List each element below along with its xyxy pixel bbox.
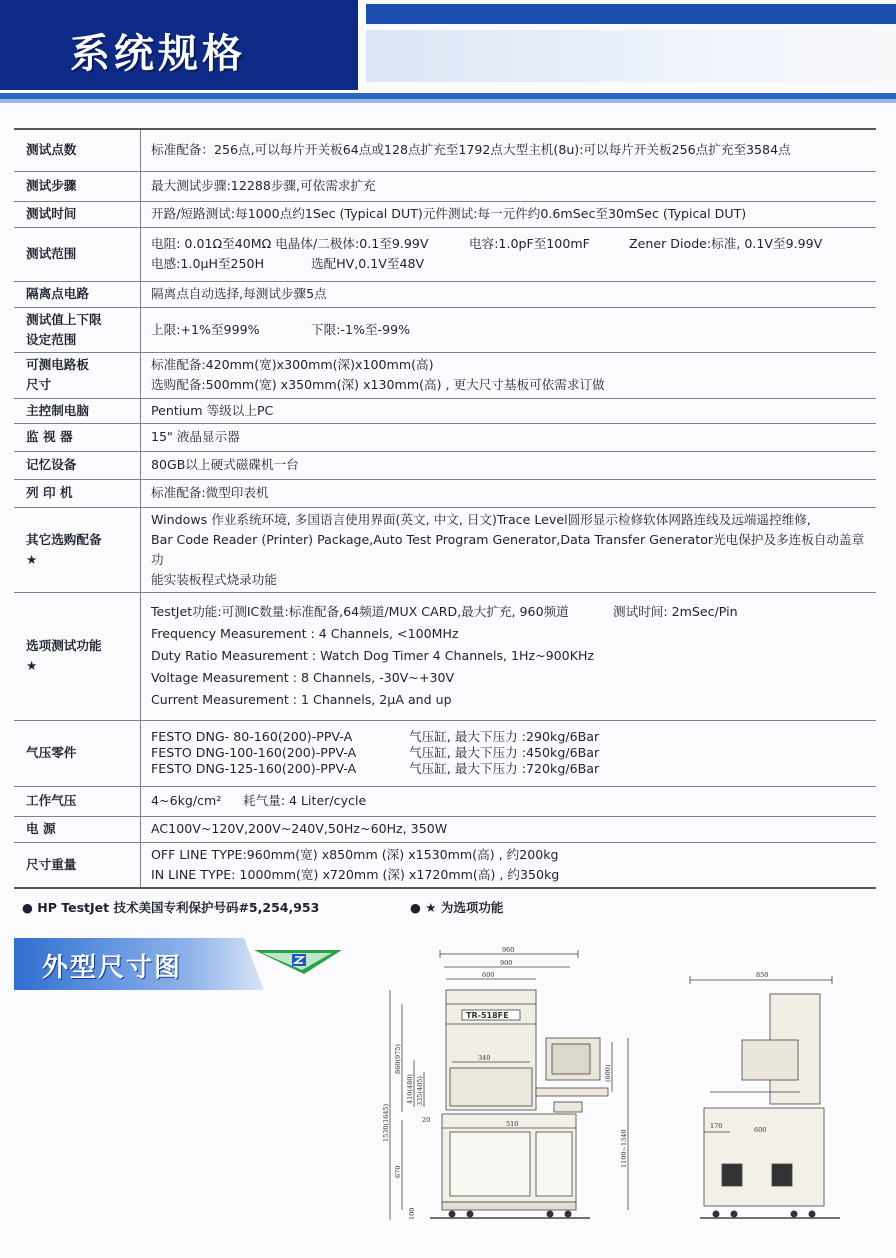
label-line: 设定范围 bbox=[26, 331, 77, 347]
value-line: TestJet功能:可测IC数量:标准配备,64频道/MUX CARD,最大扩充, 960频道 bbox=[151, 604, 569, 619]
value-line: Bar Code Reader (Printer) Package,Auto Test Program Generator,Data Transfer Generator光电保护及多连板自动盖章功 bbox=[151, 531, 865, 567]
value-line: 电阻: 0.01Ω至40MΩ 电晶体/二极体:0.1至9.99V bbox=[151, 236, 429, 251]
page-title: 系统规格 bbox=[70, 31, 246, 77]
value-line: Frequency Measurement : 4 Channels, <100MHz bbox=[151, 626, 459, 641]
value-line: 耗气量: 4 Liter/cycle bbox=[243, 793, 367, 808]
row-label: 测试点数 bbox=[14, 129, 141, 171]
row-label bbox=[14, 507, 141, 592]
dim-410: 410(480) bbox=[406, 1074, 414, 1104]
value-line: Current Measurement : 1 Channels, 2μA and up bbox=[151, 692, 452, 707]
table-row bbox=[14, 720, 876, 786]
value-line: 15" 液晶显示器 bbox=[151, 429, 240, 444]
dim-850: 850 bbox=[756, 971, 769, 979]
dim-340: 340 bbox=[478, 1054, 491, 1062]
value-line: FESTO DNG-125-160(200)-PPV-A bbox=[151, 761, 357, 776]
table-row bbox=[14, 423, 876, 451]
row-value bbox=[141, 507, 877, 592]
value-line: 选购配备:500mm(宽) x350mm(深) x130mm(高) , 更大尺寸基板可依需求订做 bbox=[151, 377, 605, 392]
row-label: 主控制电脑 bbox=[14, 398, 141, 423]
table-row bbox=[14, 592, 876, 720]
header-stripe-light bbox=[0, 99, 896, 103]
row-label: 记忆设备 bbox=[14, 451, 141, 479]
option-note: ● ★ 为选项功能 bbox=[410, 900, 504, 915]
row-value bbox=[141, 423, 877, 451]
value-line: FESTO DNG-100-160(200)-PPV-A bbox=[151, 745, 357, 760]
table-row bbox=[14, 307, 876, 352]
dim-670: 670 bbox=[394, 1165, 402, 1178]
table-row bbox=[14, 129, 876, 171]
row-label: 工作气压 bbox=[14, 786, 141, 816]
row-value bbox=[141, 451, 877, 479]
value-line: 气压缸, 最大下压力 :290kg/6Bar bbox=[409, 729, 600, 744]
dim-side-600: 600 bbox=[754, 1126, 767, 1134]
patent-note: ● HP TestJet 技术美国专利保护号码#5,254,953 bbox=[22, 900, 320, 915]
row-value bbox=[141, 786, 877, 816]
value-line: 4~6kg/cm² bbox=[151, 793, 222, 808]
dimension-drawing bbox=[370, 942, 860, 1242]
dim-20: 20 bbox=[422, 1116, 431, 1124]
value-line: IN LINE TYPE: 1000mm(宽) x720mm (深) x1720mm(高) , 约350kg bbox=[151, 866, 560, 882]
row-value bbox=[141, 201, 877, 227]
table-row bbox=[14, 842, 876, 888]
row-value bbox=[141, 479, 877, 507]
row-value bbox=[141, 842, 877, 888]
dim-510: 510 bbox=[506, 1120, 519, 1128]
star-icon: ★ bbox=[26, 551, 38, 567]
dim-170: 170 bbox=[710, 1122, 723, 1130]
table-row bbox=[14, 451, 876, 479]
table-row bbox=[14, 816, 876, 842]
label-text: 其它选购配备 bbox=[26, 531, 102, 547]
value-line: Duty Ratio Measurement : Watch Dog Timer 4 Channels, 1Hz~900KHz bbox=[151, 648, 595, 663]
section-tab bbox=[14, 938, 314, 990]
value-line: 电容:1.0pF至100mF bbox=[469, 236, 590, 251]
row-value bbox=[141, 171, 877, 201]
dim-600-h: (600) bbox=[604, 1064, 612, 1082]
label-line: 测试值上下限 bbox=[26, 311, 102, 327]
row-label: 电 源 bbox=[14, 816, 141, 842]
row-value bbox=[141, 398, 877, 423]
value-line: Voltage Measurement : 8 Channels, -30V~+30V bbox=[151, 670, 455, 685]
row-label: 测试步骤 bbox=[14, 171, 141, 201]
table-row bbox=[14, 201, 876, 227]
section-title: 外型尺寸图 bbox=[42, 953, 183, 983]
row-value bbox=[141, 307, 877, 352]
value-line: 开路/短路测试:每1000点约1Sec (Typical DUT)元件测试:每一元件约0.6mSec至30mSec (Typical DUT) bbox=[151, 206, 747, 221]
value-line: 气压缸, 最大下压力 :450kg/6Bar bbox=[409, 745, 600, 760]
value-line: 能实装板程式烧录功能 bbox=[151, 571, 277, 587]
dim-900: 900 bbox=[500, 959, 513, 967]
value-line: 电感:1.0μH至250H bbox=[151, 256, 265, 271]
value-line: 最大测试步骤:12288步骤,可依需求扩充 bbox=[151, 178, 376, 193]
dim-600: 600 bbox=[482, 971, 495, 979]
value-line: 隔离点自动选择,每测试步骤5点 bbox=[151, 286, 327, 301]
row-label bbox=[14, 307, 141, 352]
row-label bbox=[14, 592, 141, 720]
model-label: TR-518FE bbox=[466, 1011, 509, 1020]
table-row bbox=[14, 352, 876, 398]
value-line: 标准配备:微型印表机 bbox=[151, 485, 269, 500]
row-value bbox=[141, 720, 877, 786]
value-line: 选配HV,0.1V至48V bbox=[311, 256, 425, 271]
table-row bbox=[14, 786, 876, 816]
value-line: Zener Diode:标准, 0.1V至9.99V bbox=[629, 236, 823, 251]
table-row bbox=[14, 171, 876, 201]
row-value bbox=[141, 281, 877, 307]
value-line: 80GB以上硬式磁碟机一台 bbox=[151, 457, 299, 472]
table-row bbox=[14, 479, 876, 507]
table-row bbox=[14, 227, 876, 281]
value-line: 下限:-1%至-99% bbox=[311, 321, 411, 337]
row-label: 隔离点电路 bbox=[14, 281, 141, 307]
dim-860: 860(975) bbox=[394, 1044, 402, 1074]
value-line: OFF LINE TYPE:960mm(宽) x850mm (深) x1530mm(高) , 约200kg bbox=[151, 846, 559, 862]
row-value bbox=[141, 352, 877, 398]
row-label: 尺寸重量 bbox=[14, 842, 141, 888]
dim-960: 960 bbox=[502, 946, 515, 954]
value-line: 测试时间: 2mSec/Pin bbox=[613, 604, 738, 619]
dim-100: 100 bbox=[408, 1207, 416, 1220]
value-line: FESTO DNG- 80-160(200)-PPV-A bbox=[151, 729, 353, 744]
row-label bbox=[14, 352, 141, 398]
label-line: 尺寸 bbox=[26, 377, 52, 392]
row-value bbox=[141, 129, 877, 171]
row-value bbox=[141, 227, 877, 281]
dim-335: 335(405) bbox=[416, 1076, 424, 1106]
row-label: 监 视 器 bbox=[14, 423, 141, 451]
page-header bbox=[0, 0, 896, 108]
row-value bbox=[141, 592, 877, 720]
row-label: 测试时间 bbox=[14, 201, 141, 227]
spec-table bbox=[14, 128, 876, 889]
row-value bbox=[141, 816, 877, 842]
dim-1100: 1100~1340 bbox=[620, 1129, 628, 1168]
dim-1530: 1530(1645) bbox=[382, 1103, 390, 1142]
row-label: 测试范围 bbox=[14, 227, 141, 281]
value-line: Pentium 等级以上PC bbox=[151, 402, 274, 418]
value-line: 上限:+1%至999% bbox=[151, 321, 260, 337]
chevron-logo-icon bbox=[254, 948, 342, 976]
value-line: Windows 作业系统环境, 多国语言使用界面(英文, 中文, 日文)Trace Level圆形显示检修软体网路连线及远端遥控维修, bbox=[151, 511, 811, 527]
label-line: 可测电路板 bbox=[26, 357, 89, 372]
value-line: AC100V~120V,200V~240V,50Hz~60Hz, 350W bbox=[151, 821, 448, 836]
table-row bbox=[14, 281, 876, 307]
star-icon: ★ bbox=[26, 658, 38, 673]
row-label: 列 印 机 bbox=[14, 479, 141, 507]
value-line: 标准配备：256点,可以每片开关板64点或128点扩充至1792点大型主机(8u):可以每片开关板256点扩充至3584点 bbox=[151, 142, 791, 158]
table-row bbox=[14, 507, 876, 592]
row-label: 气压零件 bbox=[14, 720, 141, 786]
header-gradient-band bbox=[366, 30, 896, 82]
header-top-band bbox=[366, 4, 896, 24]
label-text: 选项测试功能 bbox=[26, 638, 102, 653]
table-row bbox=[14, 398, 876, 423]
value-line: 气压缸, 最大下压力 :720kg/6Bar bbox=[409, 761, 600, 776]
value-line: 标准配备:420mm(宽)x300mm(深)x100mm(高) bbox=[151, 357, 434, 372]
